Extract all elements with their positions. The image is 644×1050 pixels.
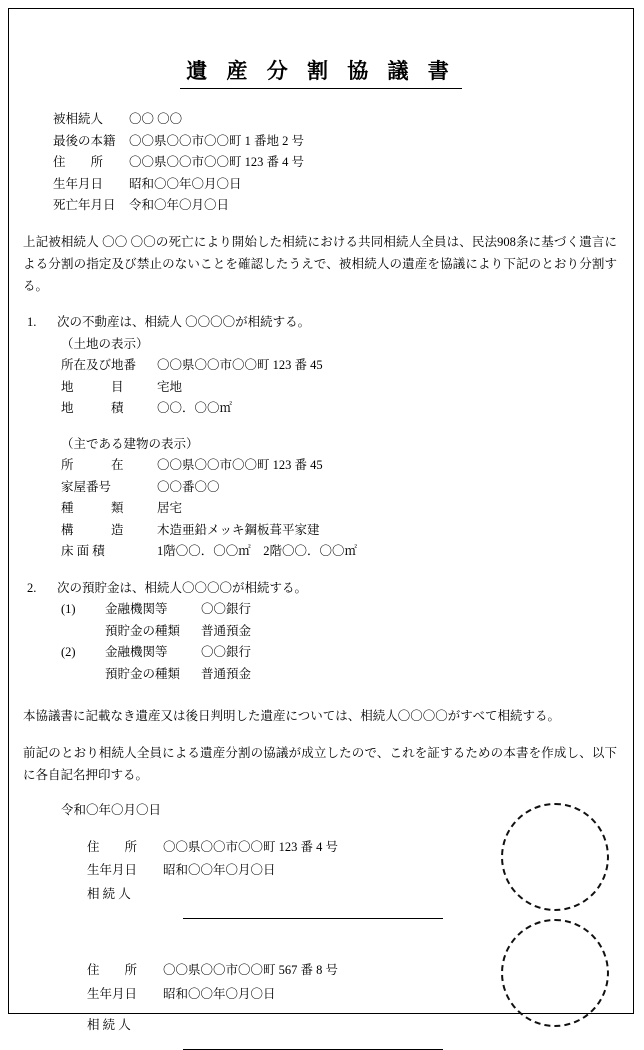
decedent-label: 住 所 <box>53 155 104 169</box>
building-label: 種 類 <box>61 501 124 516</box>
building-row <box>61 520 633 542</box>
closing-clause: 前記のとおり相続人全員による遺産分割の協議が成立したので、これを証するための本書を作成し、以下に各自記名押印する。 <box>23 745 617 782</box>
decedent-row <box>53 131 633 153</box>
decedent-label: 最後の本籍 <box>53 133 116 148</box>
item-2-number: 2. <box>27 580 37 595</box>
document-body <box>9 31 633 1035</box>
page-title: 遺 産 分 割 協 議 書 <box>180 55 462 89</box>
land-label: 地 目 <box>61 379 124 394</box>
decedent-row <box>53 109 633 131</box>
decedent-label: 死亡年月日 <box>53 198 116 212</box>
document-page <box>8 8 634 1033</box>
land-label: 地 積 <box>61 401 124 416</box>
item-2 <box>27 577 633 600</box>
building-value: 1階〇〇．〇〇㎡ 2階〇〇．〇〇㎡ <box>157 544 358 559</box>
decedent-value: 〇〇県〇〇市〇〇町 123 番 4 号 <box>129 155 305 169</box>
residual-clause: 本協議書に記載なき遺産又は後日判明した遺産については、相続人〇〇〇〇がすべて相続する。 <box>23 709 561 724</box>
seal-circle-icon <box>501 919 609 1027</box>
signing-date: 令和〇年〇月〇日 <box>61 803 162 817</box>
land-value: 〇〇．〇〇㎡ <box>157 401 233 416</box>
signatory-name-label: 相 続 人 <box>87 1018 131 1033</box>
building-label: 家屋番号 <box>61 479 112 494</box>
building-value: 〇〇県〇〇市〇〇町 123 番 45 <box>157 458 323 473</box>
building-row <box>61 455 633 477</box>
account-label: 金融機関等 <box>105 645 168 660</box>
land-row <box>61 377 633 399</box>
building-value: 居宅 <box>157 501 183 516</box>
account-row <box>61 621 633 643</box>
signatory-label: 住 所 <box>87 962 138 977</box>
building-value: 木造亜鉛メッキ鋼板葺平家建 <box>157 522 320 537</box>
building-row <box>61 498 633 520</box>
account-row-spacer <box>61 621 105 643</box>
account-row <box>61 664 633 686</box>
account-label: 預貯金の種類 <box>105 666 181 681</box>
decedent-value: 〇〇県〇〇市〇〇町 1 番地 2 号 <box>129 133 305 148</box>
account-value: 普通預金 <box>201 623 252 638</box>
building-label: 床 面 積 <box>61 544 105 559</box>
land-value: 宅地 <box>157 379 183 394</box>
decedent-value: 〇〇 〇〇 <box>129 112 183 126</box>
land-row <box>61 398 633 420</box>
account-2 <box>61 642 633 685</box>
account-1 <box>61 599 633 642</box>
land-value: 〇〇県〇〇市〇〇町 123 番 45 <box>157 358 323 373</box>
preamble-paragraph: 上記被相続人 〇〇 〇〇の死亡により開始した相続における共同相続人全員は、民法908条に基づく遺言による分割の指定及び禁止のないことを確認したうえで、被相続人の遺産を協議により下記のとおり分割する。 <box>23 234 617 293</box>
decedent-value: 令和〇年〇月〇日 <box>129 198 230 212</box>
account-row <box>61 599 633 621</box>
signatory-label: 生年月日 <box>87 986 138 1001</box>
item-1-heading: 次の不動産は、相続人 〇〇〇〇が相続する。 <box>57 315 311 330</box>
account-row-spacer <box>61 664 105 686</box>
signatory-value: 昭和〇〇年〇月〇日 <box>163 863 276 878</box>
item-1-land-group <box>61 334 633 420</box>
signatory-label: 住 所 <box>87 839 138 854</box>
building-label: 所 在 <box>61 458 124 473</box>
account-value: 普通預金 <box>201 666 252 681</box>
decedent-row <box>53 195 633 217</box>
decedent-info <box>53 109 633 217</box>
decedent-row <box>53 152 633 174</box>
building-label: 構 造 <box>61 522 124 537</box>
title-container <box>9 31 633 89</box>
land-label: 所在及び地番 <box>61 358 137 373</box>
seal-circle-icon <box>501 803 609 911</box>
signatory-value: 〇〇県〇〇市〇〇町 567 番 8 号 <box>163 962 339 977</box>
account-label: 預貯金の種類 <box>105 623 181 638</box>
signatory-value: 昭和〇〇年〇月〇日 <box>163 986 276 1001</box>
item-1-number: 1. <box>27 315 37 330</box>
signatory-label: 生年月日 <box>87 863 138 878</box>
decedent-row <box>53 174 633 196</box>
land-row <box>61 355 633 377</box>
building-subheading: （主である建物の表示） <box>61 436 199 451</box>
account-2-marker: (2) <box>61 645 76 660</box>
signatory-value: 〇〇県〇〇市〇〇町 123 番 4 号 <box>163 839 339 854</box>
building-value: 〇〇番〇〇 <box>157 479 220 494</box>
decedent-label: 生年月日 <box>53 176 104 191</box>
land-subheading: （土地の表示） <box>61 336 149 351</box>
account-1-marker: (1) <box>61 602 76 617</box>
building-row <box>61 477 633 499</box>
decedent-value: 昭和〇〇年〇月〇日 <box>129 176 242 191</box>
signatory-name-label: 相 続 人 <box>87 887 131 901</box>
account-label: 金融機関等 <box>105 602 168 617</box>
decedent-label: 被相続人 <box>53 112 104 126</box>
account-row <box>61 642 633 664</box>
item-1 <box>27 311 633 334</box>
account-value: 〇〇銀行 <box>201 602 252 617</box>
building-row <box>61 541 633 563</box>
item-1-building-group <box>61 434 633 563</box>
account-value: 〇〇銀行 <box>201 645 252 660</box>
item-2-heading: 次の預貯金は、相続人〇〇〇〇が相続する。 <box>57 580 308 595</box>
